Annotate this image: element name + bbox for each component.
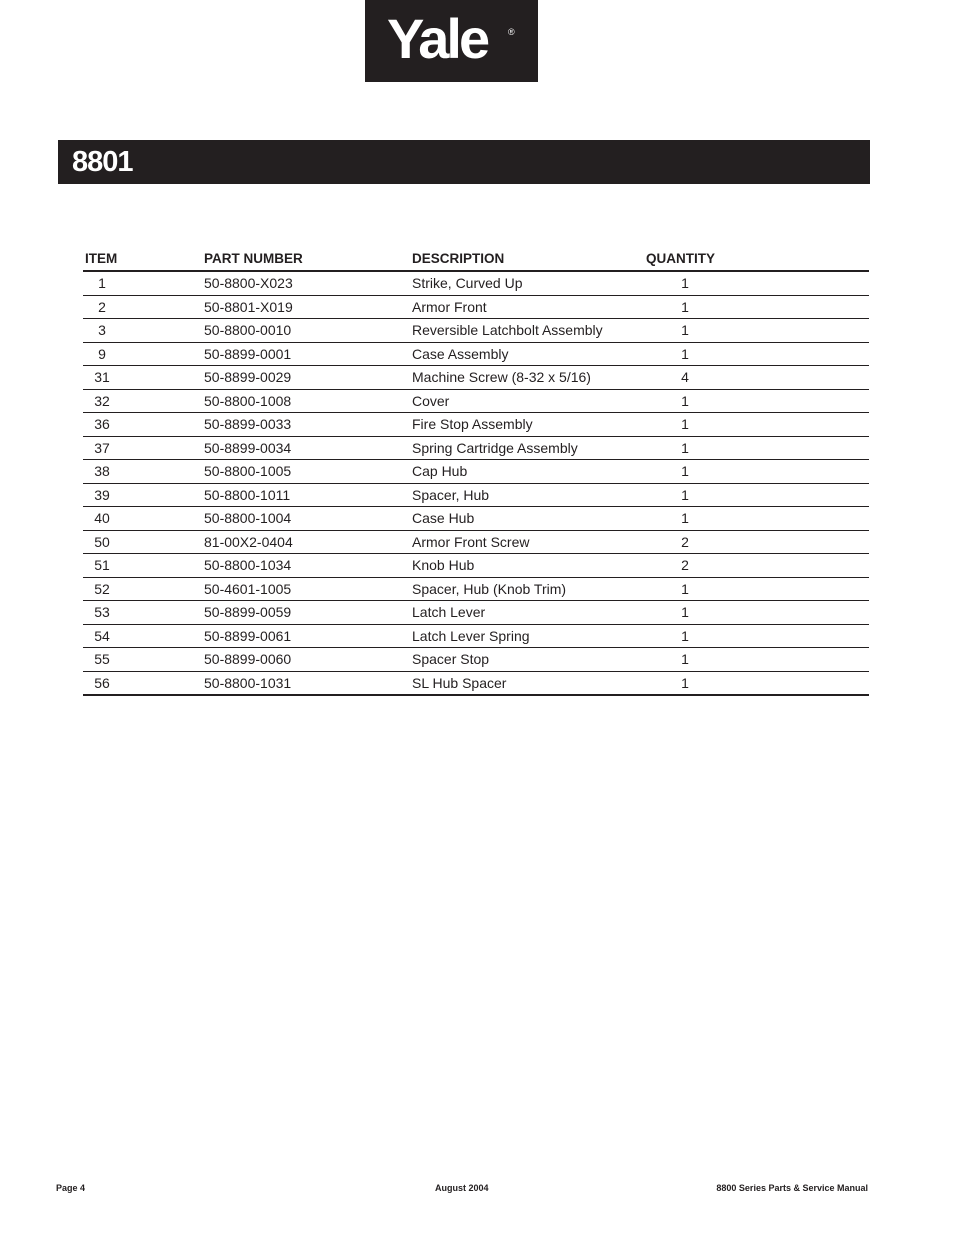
header-description: DESCRIPTION — [412, 251, 505, 266]
table-row — [83, 648, 869, 672]
description-cell: SL Hub Spacer — [412, 674, 507, 691]
part-number-cell: 50-8899-0060 — [204, 651, 292, 667]
part-number-cell: 50-8800-1031 — [204, 674, 292, 691]
table-row — [83, 554, 869, 578]
table-row — [83, 672, 869, 697]
table-row — [83, 625, 869, 649]
description-cell: Reversible Latchbolt Assembly — [412, 322, 603, 338]
registered-mark: ® — [508, 27, 515, 37]
item-cell: 2 — [98, 298, 106, 315]
item-cell: 51 — [94, 557, 110, 573]
quantity-cell: 1 — [681, 392, 689, 409]
part-number-cell: 81-00X2-0404 — [204, 533, 293, 550]
description-cell: Cap Hub — [412, 463, 468, 479]
part-number-cell: 50-8899-0059 — [204, 604, 292, 620]
item-cell: 38 — [94, 463, 110, 479]
part-number-cell: 50-8800-1005 — [204, 463, 292, 479]
description-cell: Latch Lever — [412, 604, 486, 620]
description-cell: Spacer, Hub (Knob Trim) — [412, 580, 567, 597]
table-row — [83, 507, 869, 531]
item-cell: 53 — [94, 604, 110, 620]
table-row — [83, 460, 869, 484]
table-row — [83, 601, 869, 625]
item-cell: 56 — [94, 674, 110, 691]
description-cell: Cover — [412, 392, 450, 409]
table-row — [83, 296, 869, 320]
item-cell: 37 — [94, 439, 110, 456]
description-cell: Spacer, Hub — [412, 486, 490, 503]
part-number-cell: 50-8899-0034 — [204, 439, 292, 456]
description-cell: Spring Cartridge Assembly — [412, 439, 578, 456]
part-number-cell: 50-8800-1008 — [204, 392, 292, 409]
part-number-cell: 50-8800-0010 — [204, 322, 292, 338]
part-number-cell: 50-8800-X023 — [204, 275, 293, 291]
description-cell: Case Assembly — [412, 345, 509, 362]
item-cell: 55 — [94, 651, 110, 667]
item-cell: 50 — [94, 533, 110, 550]
quantity-cell: 4 — [681, 369, 689, 385]
part-number-cell: 50-8800-1011 — [204, 486, 291, 503]
quantity-cell: 1 — [681, 627, 689, 644]
header-part-number: PART NUMBER — [204, 251, 303, 266]
quantity-cell: 1 — [681, 416, 689, 432]
item-cell: 31 — [94, 369, 110, 385]
quantity-cell: 2 — [681, 533, 689, 550]
description-cell: Latch Lever Spring — [412, 627, 530, 644]
yale-logo — [365, 0, 538, 82]
description-cell: Fire Stop Assembly — [412, 416, 533, 432]
footer-date: August 2004 — [435, 1183, 489, 1193]
header-item: ITEM — [85, 251, 118, 266]
table-row — [83, 413, 869, 437]
part-number-cell: 50-8899-0001 — [204, 345, 292, 362]
table-row — [83, 343, 869, 367]
item-cell: 52 — [94, 580, 110, 597]
table-row — [83, 366, 869, 390]
quantity-cell: 1 — [681, 298, 689, 315]
part-number-cell: 50-4601-1005 — [204, 580, 292, 597]
model-title: 8801 — [72, 146, 133, 178]
quantity-cell: 1 — [681, 651, 689, 667]
quantity-cell: 1 — [681, 463, 689, 479]
item-cell: 39 — [94, 486, 110, 503]
table-header — [83, 248, 869, 272]
item-cell: 40 — [94, 510, 110, 526]
quantity-cell: 1 — [681, 275, 689, 291]
quantity-cell: 1 — [681, 322, 689, 338]
quantity-cell: 1 — [681, 486, 689, 503]
item-cell: 1 — [98, 275, 106, 291]
quantity-cell: 1 — [681, 604, 689, 620]
table-row — [83, 484, 869, 508]
footer-manual-title: 8800 Series Parts & Service Manual — [716, 1183, 868, 1193]
description-cell: Machine Screw (8-32 x 5/16) — [412, 369, 591, 385]
item-cell: 3 — [98, 322, 106, 338]
part-number-cell: 50-8800-1004 — [204, 510, 292, 526]
item-cell: 9 — [98, 345, 106, 362]
quantity-cell: 1 — [681, 510, 689, 526]
model-title-bar — [58, 140, 870, 184]
table-row — [83, 578, 869, 602]
logo-wordmark: Yale — [387, 7, 488, 70]
item-cell: 36 — [94, 416, 110, 432]
description-cell: Case Hub — [412, 510, 475, 526]
part-number-cell: 50-8801-X019 — [204, 298, 293, 315]
part-number-cell: 50-8800-1034 — [204, 557, 292, 573]
quantity-cell: 1 — [681, 580, 689, 597]
part-number-cell: 50-8899-0029 — [204, 369, 292, 385]
quantity-cell: 1 — [681, 345, 689, 362]
header-quantity: QUANTITY — [646, 251, 715, 266]
description-cell: Armor Front — [412, 298, 487, 315]
quantity-cell: 1 — [681, 674, 689, 691]
part-number-cell: 50-8899-0033 — [204, 416, 292, 432]
description-cell: Strike, Curved Up — [412, 275, 523, 291]
part-number-cell: 50-8899-0061 — [204, 627, 292, 644]
quantity-cell: 1 — [681, 439, 689, 456]
parts-table — [83, 248, 869, 696]
footer-page-number: Page 4 — [56, 1183, 86, 1193]
table-row — [83, 272, 869, 296]
item-cell: 32 — [94, 392, 110, 409]
table-row — [83, 319, 869, 343]
description-cell: Armor Front Screw — [412, 533, 530, 550]
table-row — [83, 437, 869, 461]
table-row — [83, 531, 869, 555]
quantity-cell: 2 — [681, 557, 689, 573]
item-cell: 54 — [94, 627, 110, 644]
description-cell: Knob Hub — [412, 557, 475, 573]
table-body — [83, 272, 869, 696]
table-row — [83, 390, 869, 414]
description-cell: Spacer Stop — [412, 651, 490, 667]
